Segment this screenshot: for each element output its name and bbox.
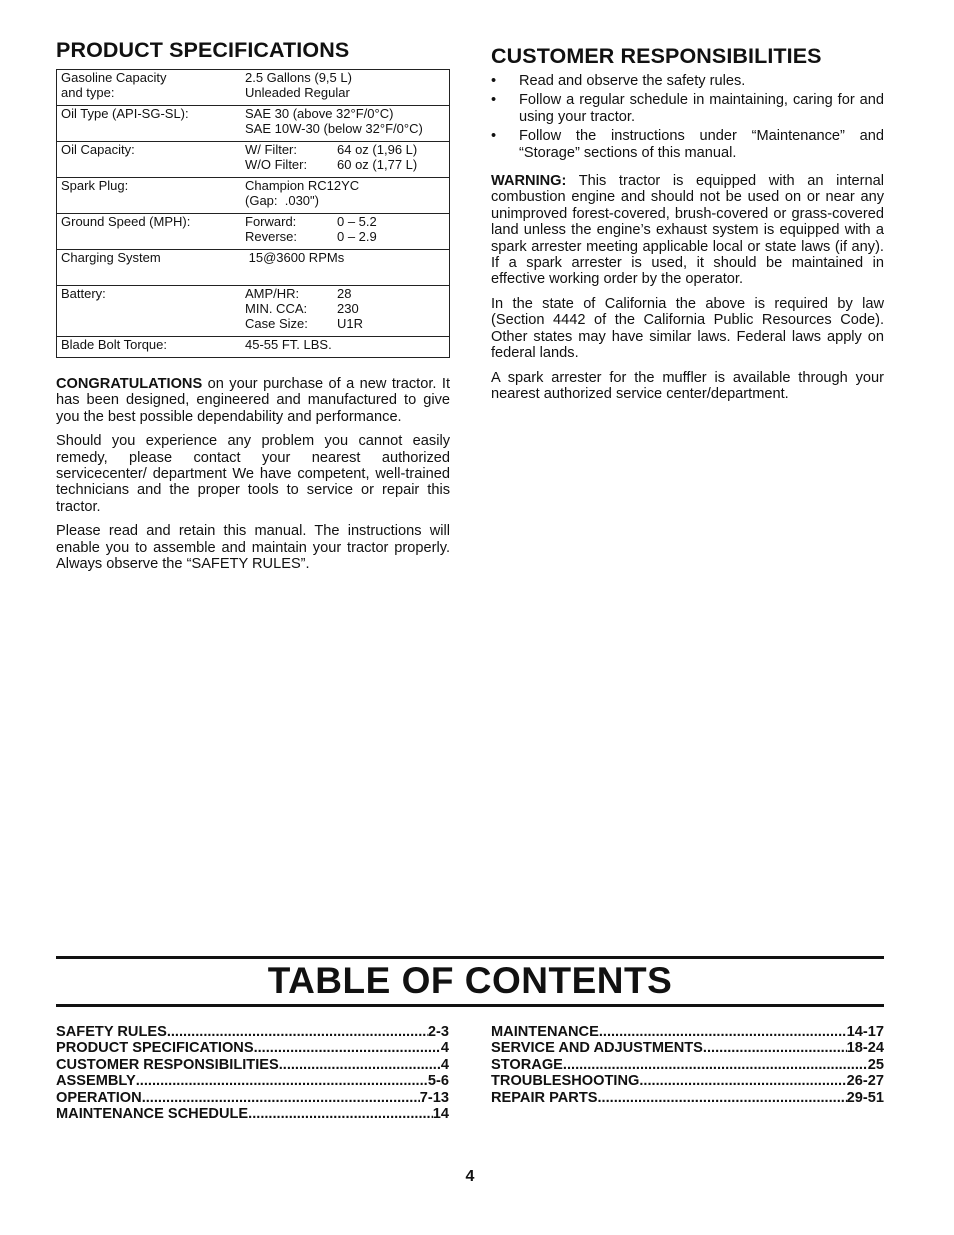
toc-entry-page: 26-27	[846, 1073, 884, 1090]
toc-entry-label: STORAGE	[491, 1056, 563, 1073]
table-row	[57, 70, 450, 106]
spec-sub-label: Forward:	[245, 214, 297, 229]
toc-entry-page: 7-13	[419, 1089, 449, 1106]
toc-leader-dots	[279, 1057, 441, 1073]
toc-leader-dots	[142, 1090, 420, 1106]
toc-leader-dots	[599, 1024, 847, 1040]
toc-left-column	[56, 1024, 449, 1122]
toc-entry	[491, 1057, 884, 1073]
toc-entry	[56, 1106, 449, 1122]
bullet-icon: •	[491, 92, 497, 109]
toc-entry	[56, 1073, 449, 1089]
toc-entry-label: OPERATION	[56, 1089, 142, 1106]
toc-entry-page: 4	[440, 1056, 449, 1073]
toc-entry-page: 5-6	[427, 1073, 449, 1090]
spec-sub-value: 60 oz (1,77 L)	[337, 157, 418, 172]
table-row	[57, 337, 450, 358]
spec-label: Gasoline Capacity and type:	[57, 70, 242, 106]
toc-leader-dots	[598, 1090, 847, 1106]
spec-label: Battery:	[57, 286, 242, 337]
spec-sub-label: W/O Filter:	[245, 157, 308, 172]
warning-keyword: WARNING:	[491, 173, 567, 190]
spec-value	[241, 142, 450, 178]
toc-entry	[491, 1040, 884, 1056]
toc-entry	[491, 1024, 884, 1040]
spec-sub-value: 0 – 2.9	[337, 229, 377, 244]
bullet-icon: •	[491, 73, 497, 89]
specs-table	[56, 69, 450, 358]
spec-value: 2.5 Gallons (9,5 L) Unleaded Regular	[241, 70, 450, 106]
table-row	[57, 106, 450, 142]
product-specifications-heading: PRODUCT SPECIFICATIONS	[56, 38, 350, 62]
responsibilities-list	[491, 73, 884, 161]
congratulations-text: on your purchase of a new tractor. It has been designed, engineered and manufactured to give you the best possible dependability and performance.	[56, 376, 450, 425]
toc-entry-label: ASSEMBLY	[56, 1073, 136, 1090]
spec-label: Ground Speed (MPH):	[57, 214, 242, 250]
toc-entry	[491, 1090, 884, 1106]
warning-text: This tractor is equipped with an internal combustion engine and should not be used on or near any unimproved forest-covered, brush-covered or grass-covered land unless the engine’s exhaust system is equipped with a spark arrester meeting applicable local or state laws (if any). If a spark arrester is used, it should be maintained in effective working order by the operator.	[491, 173, 884, 288]
spec-value: 15@3600 RPMs	[241, 250, 450, 286]
spec-value: 45-55 FT. LBS.	[241, 337, 450, 358]
table-row	[57, 250, 450, 286]
toc-leader-dots	[254, 1040, 441, 1056]
toc-entry-label: REPAIR PARTS	[491, 1089, 598, 1106]
congratulations-paragraph	[56, 376, 450, 425]
spec-sub-value: U1R	[337, 316, 364, 331]
spec-sub-label: Reverse:	[245, 229, 298, 244]
toc-entry-label: TROUBLESHOOTING	[491, 1073, 640, 1090]
toc-entry-label: SERVICE AND ADJUSTMENTS	[491, 1040, 703, 1057]
spec-sub-value: 0 – 5.2	[337, 214, 377, 229]
spec-value: Champion RC12YC (Gap: .030")	[241, 178, 450, 214]
toc-entry-label: MAINTENANCE	[491, 1024, 599, 1040]
toc-entry-label: SAFETY RULES	[56, 1024, 167, 1040]
spark-arrester-paragraph: A spark arrester for the muffler is available through your nearest authorized service center/department.	[491, 369, 884, 402]
congratulations-keyword: CONGRATULATIONS	[56, 376, 203, 392]
toc-entry	[56, 1040, 449, 1056]
spec-sub-value: 230	[337, 301, 359, 316]
list-item: • Follow a regular schedule in maintaining, caring for and using your tractor.	[491, 92, 884, 125]
toc-entry-page: 18-24	[846, 1040, 884, 1057]
customer-responsibilities-section	[491, 44, 884, 410]
spec-sub-label: Case Size:	[245, 316, 308, 331]
toc-top-rule	[56, 956, 884, 959]
spec-value	[241, 214, 450, 250]
toc-leader-dots	[167, 1024, 428, 1040]
table-row	[57, 214, 450, 250]
california-paragraph: In the state of California the above is required by law (Section 4442 of the California Public Resources Code). Other states may have similar laws. Federal laws apply on federal lands.	[491, 295, 884, 362]
spec-value: SAE 30 (above 32°F/0°C) SAE 10W-30 (below 32°F/0°C)	[241, 106, 450, 142]
toc-entry-label: PRODUCT SPECIFICATIONS	[56, 1040, 254, 1057]
toc-leader-dots	[136, 1073, 428, 1089]
toc-entry	[491, 1073, 884, 1089]
toc-title: TABLE OF CONTENTS	[267, 960, 673, 1001]
spec-sub-label: W/ Filter:	[245, 142, 297, 157]
toc-entry-page: 14-17	[846, 1024, 884, 1040]
spec-label: Spark Plug:	[57, 178, 242, 214]
table-row	[57, 142, 450, 178]
spec-label: Oil Capacity:	[57, 142, 242, 178]
toc-leader-dots	[248, 1106, 433, 1122]
toc-bottom-rule	[56, 1004, 884, 1007]
toc-entry	[56, 1057, 449, 1073]
bullet-icon: •	[491, 128, 497, 145]
toc-right-column	[491, 1024, 884, 1106]
toc-entry-label: MAINTENANCE SCHEDULE	[56, 1106, 249, 1123]
toc-entry-page: 25	[867, 1056, 884, 1073]
spec-sub-value: 28	[337, 286, 352, 301]
toc-leader-dots	[703, 1040, 847, 1056]
toc-entry	[56, 1024, 449, 1040]
list-item: • Read and observe the safety rules.	[491, 73, 746, 89]
warning-paragraph	[491, 173, 884, 288]
spec-label: Oil Type (API-SG-SL):	[57, 106, 242, 142]
spec-label: Charging System	[57, 250, 242, 286]
spec-sub-label: AMP/HR:	[245, 286, 300, 301]
toc-entry	[56, 1090, 449, 1106]
spec-sub-value: 64 oz (1,96 L)	[337, 142, 418, 157]
toc-entry-page: 4	[440, 1040, 449, 1057]
customer-responsibilities-heading: CUSTOMER RESPONSIBILITIES	[491, 44, 822, 68]
toc-leader-dots	[563, 1057, 868, 1073]
page-number: 4	[465, 1168, 475, 1185]
retain-manual-paragraph: Please read and retain this manual. The instructions will enable you to assemble and maintain your tractor properly. Always observe the “SAFETY RULES”.	[56, 523, 450, 573]
problem-paragraph: Should you experience any problem you cannot easily remedy, please contact your nearest authorized servicecenter/ department We have competent, well-trained technicians and the proper tools to service or repair this tractor.	[56, 433, 450, 515]
spec-value	[241, 286, 450, 337]
product-specifications-section	[56, 38, 450, 580]
toc-entry-page: 2-3	[427, 1024, 449, 1040]
toc-entry-label: CUSTOMER RESPONSIBILITIES	[56, 1056, 279, 1073]
list-item: • Follow the instructions under “Maintenance” and “Storage” sections of this manual.	[491, 128, 884, 161]
table-row	[57, 286, 450, 337]
toc-entry-page: 14	[432, 1106, 449, 1123]
spec-label: Blade Bolt Torque:	[57, 337, 242, 358]
table-row	[57, 178, 450, 214]
toc-leader-dots	[639, 1073, 846, 1089]
toc-entry-page: 29-51	[846, 1089, 884, 1106]
spec-sub-label: MIN. CCA:	[245, 301, 308, 316]
